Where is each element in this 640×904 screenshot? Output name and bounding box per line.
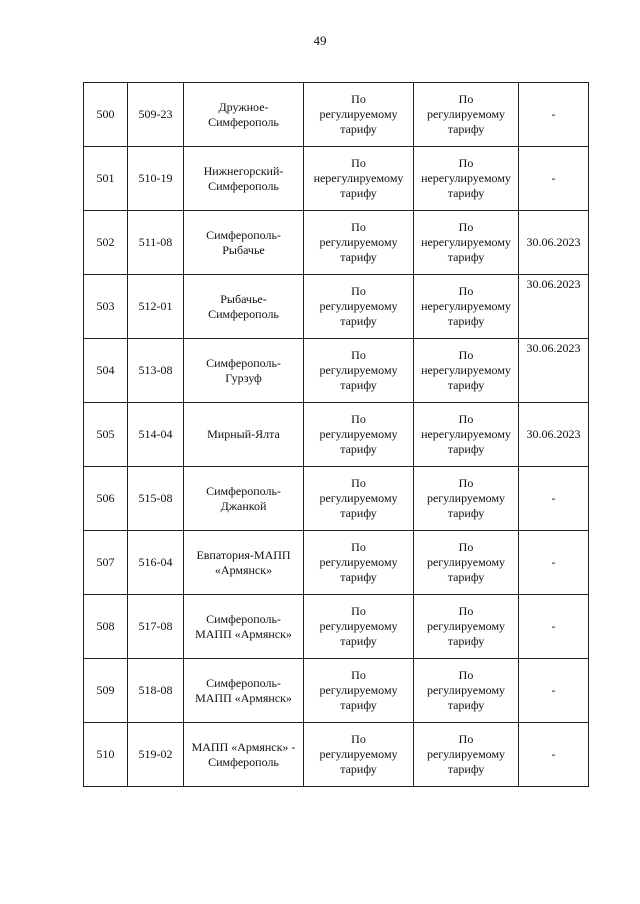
route-name-cell [184, 211, 304, 275]
row-number-cell-text: 506 [96, 491, 115, 505]
tariff-b-cell-text: По нерегулируемому тарифу [421, 156, 511, 200]
route-name-cell-text: Симферополь- Гурзуф [206, 355, 281, 385]
route-code-cell-text: 518-08 [138, 683, 173, 697]
date-cell [519, 403, 589, 467]
date-cell [519, 83, 589, 147]
row-number-cell-text: 510 [96, 747, 115, 761]
date-cell [519, 659, 589, 723]
route-name-cell [184, 147, 304, 211]
row-number-cell-text: 504 [96, 363, 115, 377]
tariff-b-cell-text: По регулируемому тарифу [426, 732, 506, 776]
date-cell [519, 595, 589, 659]
tariff-b-cell-text: По нерегулируемому тарифу [421, 348, 511, 392]
row-number-cell-text: 507 [96, 555, 115, 569]
route-code-cell-text: 514-04 [138, 427, 173, 441]
route-code-cell [128, 531, 184, 595]
row-number-cell-text: 502 [96, 235, 115, 249]
tariff-b-cell-text: По регулируемому тарифу [426, 92, 506, 136]
tariff-a-cell [304, 275, 414, 339]
route-code-cell-text: 517-08 [138, 619, 173, 633]
date-cell [519, 211, 589, 275]
route-code-cell-text: 515-08 [138, 491, 173, 505]
page-number: 49 [313, 33, 327, 48]
row-number-cell [84, 147, 128, 211]
tariff-a-cell [304, 595, 414, 659]
tariff-b-cell [414, 83, 519, 147]
row-number-cell [84, 211, 128, 275]
date-cell-text: 30.06.2023 [526, 427, 581, 441]
route-code-cell-text: 511-08 [138, 235, 173, 249]
route-code-cell [128, 595, 184, 659]
row-number-cell-text: 505 [96, 427, 115, 441]
tariff-a-cell-text: По регулируемому тарифу [319, 92, 398, 136]
tariff-a-cell [304, 467, 414, 531]
route-code-cell [128, 403, 184, 467]
table-row [84, 467, 589, 531]
tariff-a-cell [304, 531, 414, 595]
row-number-cell-text: 508 [96, 619, 115, 633]
table-row [84, 403, 589, 467]
tariff-b-cell-text: По регулируемому тарифу [426, 476, 506, 520]
date-cell [519, 147, 589, 211]
route-name-cell [184, 339, 304, 403]
route-name-cell-text: Нижнегорский- Симферополь [203, 163, 284, 193]
date-cell-text: - [551, 747, 556, 761]
table-row [84, 595, 589, 659]
route-name-cell-text: Симферополь- Рыбачье [206, 227, 281, 257]
tariff-b-cell-text: По регулируемому тарифу [426, 540, 506, 584]
table-row [84, 147, 589, 211]
tariff-b-cell [414, 659, 519, 723]
row-number-cell [84, 723, 128, 787]
row-number-cell [84, 339, 128, 403]
route-name-cell-text: Дружное- Симферополь [208, 99, 279, 129]
table-row [84, 723, 589, 787]
row-number-cell [84, 83, 128, 147]
tariff-b-cell-text: По регулируемому тарифу [426, 604, 506, 648]
table-row [84, 659, 589, 723]
tariff-a-cell-text: По регулируемому тарифу [319, 668, 398, 712]
date-cell [519, 275, 589, 339]
route-name-cell [184, 659, 304, 723]
tariff-a-cell [304, 339, 414, 403]
route-name-cell-text: Мирный-Ялта [207, 427, 280, 441]
route-code-cell-text: 509-23 [138, 107, 173, 121]
date-cell-text: 30.06.2023 [526, 235, 581, 249]
route-code-cell [128, 275, 184, 339]
route-code-cell-text: 512-01 [138, 299, 173, 313]
routes-table [83, 82, 589, 787]
date-cell [519, 723, 589, 787]
route-name-cell [184, 403, 304, 467]
route-code-cell-text: 516-04 [138, 555, 173, 569]
route-code-cell [128, 723, 184, 787]
route-name-cell [184, 275, 304, 339]
tariff-b-cell-text: По нерегулируемому тарифу [421, 220, 511, 264]
route-name-cell-text: Симферополь- МАПП «Армянск» [195, 675, 292, 705]
tariff-a-cell [304, 659, 414, 723]
route-code-cell [128, 339, 184, 403]
route-name-cell [184, 467, 304, 531]
row-number-cell [84, 467, 128, 531]
date-cell [519, 467, 589, 531]
route-code-cell [128, 147, 184, 211]
route-code-cell [128, 467, 184, 531]
date-cell [519, 531, 589, 595]
route-name-cell [184, 723, 304, 787]
date-cell-text: - [551, 171, 556, 185]
routes-table-body [84, 83, 589, 787]
tariff-a-cell-text: По нерегулируемому тарифу [313, 156, 404, 200]
table-row [84, 531, 589, 595]
tariff-b-cell [414, 275, 519, 339]
tariff-a-cell [304, 403, 414, 467]
route-name-cell-text: Евпатория-МАПП «Армянск» [196, 547, 291, 577]
row-number-cell [84, 531, 128, 595]
row-number-cell [84, 659, 128, 723]
date-cell-text: - [551, 491, 556, 505]
tariff-a-cell-text: По регулируемому тарифу [319, 412, 398, 456]
route-code-cell [128, 83, 184, 147]
tariff-a-cell-text: По регулируемому тарифу [319, 540, 398, 584]
date-cell [519, 339, 589, 403]
tariff-b-cell [414, 147, 519, 211]
tariff-a-cell-text: По регулируемому тарифу [319, 604, 398, 648]
tariff-a-cell-text: По регулируемому тарифу [319, 220, 398, 264]
route-name-cell-text: МАПП «Армянск» - Симферополь [191, 739, 296, 769]
date-cell-text: - [551, 619, 556, 633]
tariff-a-cell-text: По регулируемому тарифу [319, 732, 398, 776]
tariff-a-cell [304, 723, 414, 787]
tariff-b-cell [414, 467, 519, 531]
table-row [84, 339, 589, 403]
tariff-a-cell [304, 211, 414, 275]
route-name-cell-text: Симферополь- МАПП «Армянск» [195, 611, 292, 641]
tariff-a-cell [304, 83, 414, 147]
row-number-cell-text: 503 [96, 299, 115, 313]
route-name-cell [184, 83, 304, 147]
row-number-cell [84, 595, 128, 659]
date-cell-text: - [551, 107, 556, 121]
route-name-cell-text: Симферополь- Джанкой [206, 483, 281, 513]
route-code-cell [128, 211, 184, 275]
tariff-b-cell-text: По регулируемому тарифу [426, 668, 506, 712]
tariff-b-cell [414, 211, 519, 275]
date-cell-text: - [551, 555, 556, 569]
route-name-cell [184, 595, 304, 659]
route-code-cell [128, 659, 184, 723]
row-number-cell [84, 275, 128, 339]
tariff-b-cell [414, 595, 519, 659]
row-number-cell-text: 501 [96, 171, 115, 185]
route-code-cell-text: 510-19 [138, 171, 173, 185]
route-code-cell-text: 513-08 [138, 363, 173, 377]
tariff-a-cell-text: По регулируемому тарифу [319, 348, 398, 392]
date-cell-text: 30.06.2023 [526, 341, 581, 355]
tariff-b-cell [414, 723, 519, 787]
tariff-b-cell [414, 403, 519, 467]
tariff-a-cell-text: По регулируемому тарифу [319, 284, 398, 328]
table-row [84, 83, 589, 147]
route-code-cell-text: 519-02 [138, 747, 173, 761]
date-cell-text: 30.06.2023 [526, 277, 581, 291]
row-number-cell-text: 500 [96, 107, 115, 121]
table-row [84, 211, 589, 275]
tariff-b-cell [414, 339, 519, 403]
row-number-cell-text: 509 [96, 683, 115, 697]
tariff-a-cell-text: По регулируемому тарифу [319, 476, 398, 520]
date-cell-text: - [551, 683, 556, 697]
row-number-cell [84, 403, 128, 467]
tariff-a-cell [304, 147, 414, 211]
tariff-b-cell-text: По нерегулируемому тарифу [421, 284, 511, 328]
tariff-b-cell-text: По нерегулируемому тарифу [421, 412, 511, 456]
table-row [84, 275, 589, 339]
tariff-b-cell [414, 531, 519, 595]
route-name-cell [184, 531, 304, 595]
route-name-cell-text: Рыбачье- Симферополь [208, 291, 279, 321]
